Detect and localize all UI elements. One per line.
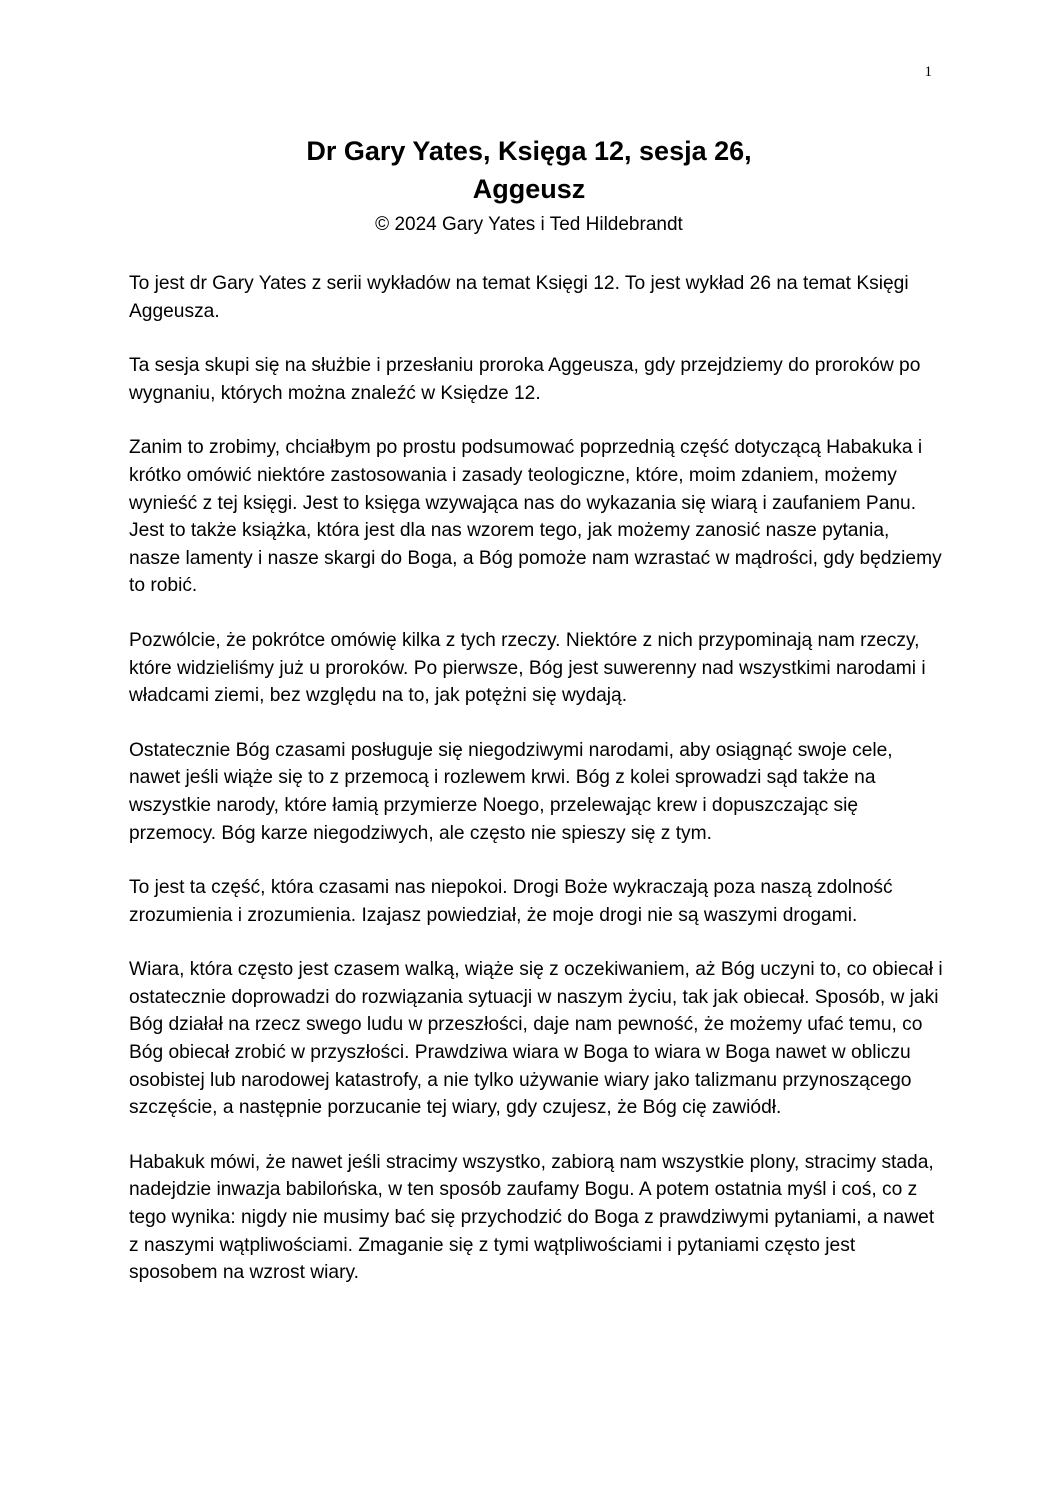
page-number: 1 <box>924 64 932 80</box>
paragraph: To jest ta część, która czasami nas niepokoi. Drogi Boże wykraczają poza naszą zdolność zrozumienia i zrozumienia. Izajasz powiedział, że moje drogi nie są waszymi drogami. <box>129 877 893 926</box>
title-block <box>0 132 1058 238</box>
paragraph: Habakuk mówi, że nawet jeśli stracimy wszystko, zabiorą nam wszystkie plony, stracimy stada, nadejdzie inwazja babilońska, w ten sposób zaufamy Bogu. A potem ostatnia myśl i coś, co z tego wynika: nigdy nie musimy bać się przychodzić do Boga z prawdziwymi pytaniami, a nawet z naszymi wątpliwościami. Zmaganie się z tymi wątpliwościami i pytaniami często jest sposobem na wzrost wiary. <box>129 1151 935 1284</box>
document-title-line-1: Dr Gary Yates, Księga 12, sesja 26, <box>306 136 752 166</box>
paragraph: Ta sesja skupi się na służbie i przesłaniu proroka Aggeusza, gdy przejdziemy do proroków po wygnaniu, których można znaleźć w Księdze 12. <box>129 355 921 404</box>
paragraph: Ostatecznie Bóg czasami posługuje się niegodziwymi narodami, aby osiągnąć swoje cele, nawet jeśli wiąże się to z przemocą i rozlewem krwi. Bóg z kolei sprowadzi sąd także na wszystkie narody, które łamią przymierze Noego, przelewając krew i dopuszczając się przemocy. Bóg karze niegodziwych, ale często nie spieszy się z tym. <box>129 739 893 844</box>
document-body <box>129 270 944 1314</box>
paragraph: Zanim to zrobimy, chciałbym po prostu podsumować poprzednią część dotyczącą Habakuka i krótko omówić niektóre zastosowania i zasady teologiczne, które, moim zdaniem, możemy wynieść z tej księgi. Jest to księga wzywająca nas do wykazania się wiarą i zaufaniem Panu. Jest to także książka, która jest dla nas wzorem tego, jak możemy zanosić nasze pytania, nasze lamenty i nasze skargi do Boga, a Bóg pomoże nam wzrastać w mądrości, gdy będziemy to robić. <box>129 437 942 597</box>
copyright-notice: © 2024 Gary Yates i Ted Hildebrandt <box>375 214 683 235</box>
paragraph: Pozwólcie, że pokrótce omówię kilka z tych rzeczy. Niektóre z nich przypominają nam rzeczy, które widzieliśmy już u proroków. Po pierwsze, Bóg jest suwerenny nad wszystkimi narodami i władcami ziemi, bez względu na to, jak potężni się wydają. <box>129 629 926 707</box>
document-title-line-2: Aggeusz <box>472 174 586 204</box>
paragraph: Wiara, która często jest czasem walką, wiąże się z oczekiwaniem, aż Bóg uczyni to, co obiecał i ostatecznie doprowadzi do rozwiązania sytuacji w naszym życiu, tak jak obiecał. Sposób, w jaki Bóg działał na rzecz swego ludu w przeszłości, daje nam pewność, że możemy ufać temu, co Bóg obiecał zrobić w przyszłości. Prawdziwa wiara w Boga to wiara w Boga nawet w obliczu osobistej lub narodowej katastrofy, a nie tylko używanie wiary jako talizmanu przynoszącego szczęście, a następnie porzucanie tej wiary, gdy czujesz, że Bóg cię zawiódł. <box>129 959 943 1119</box>
paragraph: To jest dr Gary Yates z serii wykładów na temat Księgi 12. To jest wykład 26 na temat Księgi Aggeusza. <box>129 273 909 322</box>
